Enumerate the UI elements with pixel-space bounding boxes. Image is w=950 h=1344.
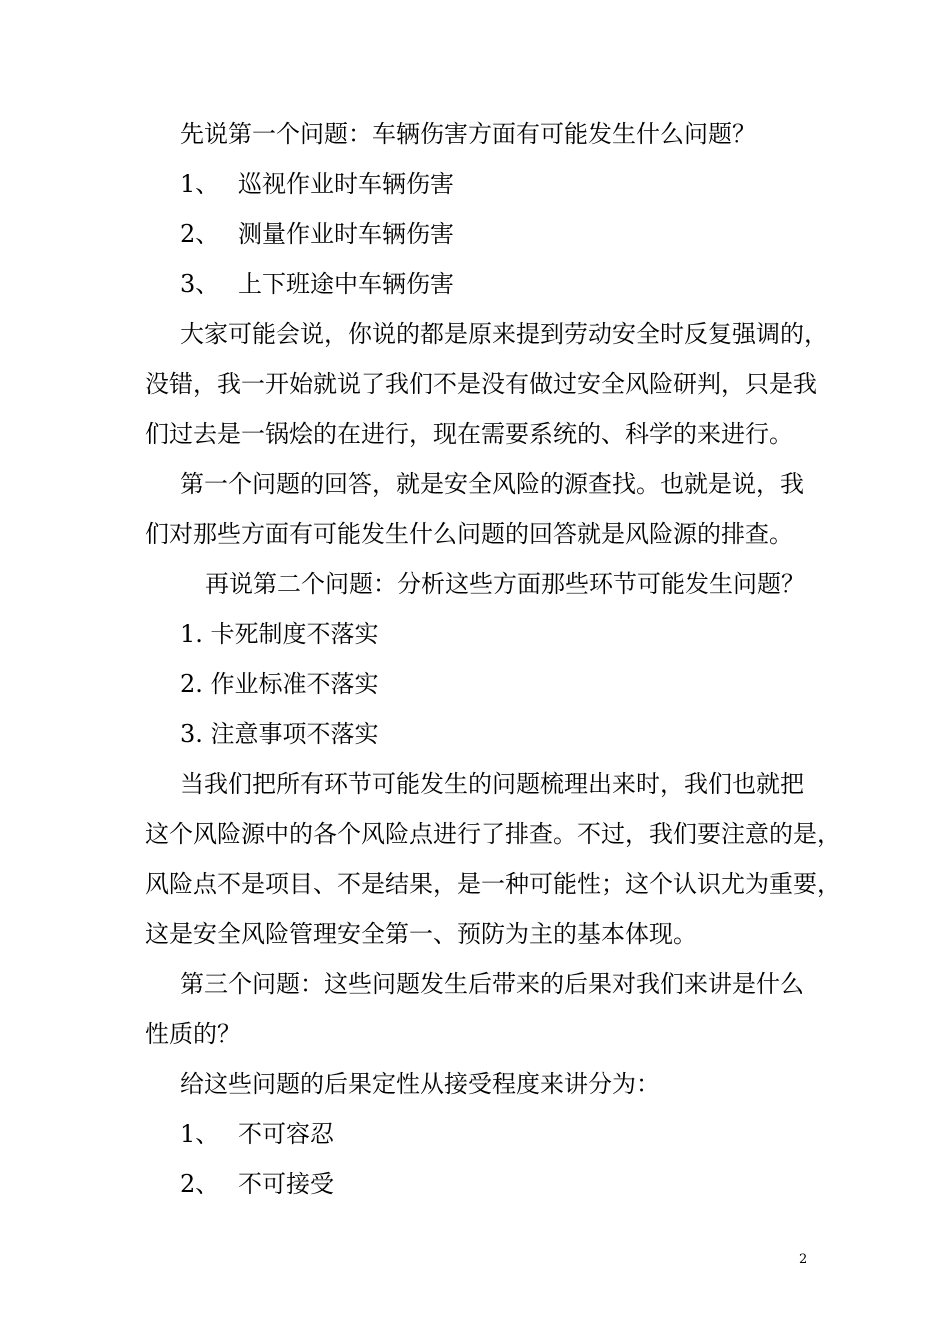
list-item — [180, 219, 454, 249]
list-text: 不可接受 — [238, 1170, 334, 1198]
list-number: 1、 — [180, 1120, 220, 1148]
list-item — [180, 1119, 334, 1149]
list-item — [180, 169, 454, 199]
list-number: 1、 — [180, 170, 220, 198]
list-text: 不可容忍 — [238, 1120, 334, 1148]
page-number: 2 — [799, 1252, 808, 1267]
q3-line: 性质的？ — [145, 1020, 241, 1048]
list-number: 2、 — [180, 1170, 220, 1198]
list-text: 巡视作业时车辆伤害 — [238, 170, 454, 198]
list-item: 2. 作业标准不落实 — [180, 670, 379, 698]
list-text: 测量作业时车辆伤害 — [238, 220, 454, 248]
list-item: 1. 卡死制度不落实 — [180, 620, 379, 648]
q3-intro: 给这些问题的后果定性从接受程度来讲分为： — [180, 1070, 660, 1098]
paragraph-line: 这个风险源中的各个风险点进行了排查。不过，我们要注意的是， — [145, 820, 841, 848]
paragraph-line: 第一个问题的回答，就是安全风险的源查找。也就是说，我 — [180, 470, 804, 498]
paragraph-line: 大家可能会说，你说的都是原来提到劳动安全时反复强调的， — [180, 320, 828, 348]
q2-intro: 再说第二个问题：分析这些方面那些环节可能发生问题？ — [205, 570, 805, 598]
q3-line: 第三个问题：这些问题发生后带来的后果对我们来讲是什么 — [180, 970, 804, 998]
q1-intro: 先说第一个问题：车辆伤害方面有可能发生什么问题？ — [180, 120, 756, 148]
paragraph-line: 没错，我一开始就说了我们不是没有做过安全风险研判，只是我 — [145, 370, 817, 398]
list-text: 上下班途中车辆伤害 — [238, 270, 454, 298]
list-item: 3. 注意事项不落实 — [180, 720, 379, 748]
paragraph-line: 们对那些方面有可能发生什么问题的回答就是风险源的排查。 — [145, 520, 793, 548]
list-item — [180, 269, 454, 299]
paragraph-line: 风险点不是项目、不是结果，是一种可能性；这个认识尤为重要， — [145, 870, 841, 898]
paragraph-line: 这是安全风险管理安全第一、预防为主的基本体现。 — [145, 920, 697, 948]
list-item — [180, 1169, 334, 1199]
list-number: 3、 — [180, 270, 220, 298]
paragraph-line: 当我们把所有环节可能发生的问题梳理出来时，我们也就把 — [180, 770, 804, 798]
list-number: 2、 — [180, 220, 220, 248]
paragraph-line: 们过去是一锅烩的在进行，现在需要系统的、科学的来进行。 — [145, 420, 793, 448]
